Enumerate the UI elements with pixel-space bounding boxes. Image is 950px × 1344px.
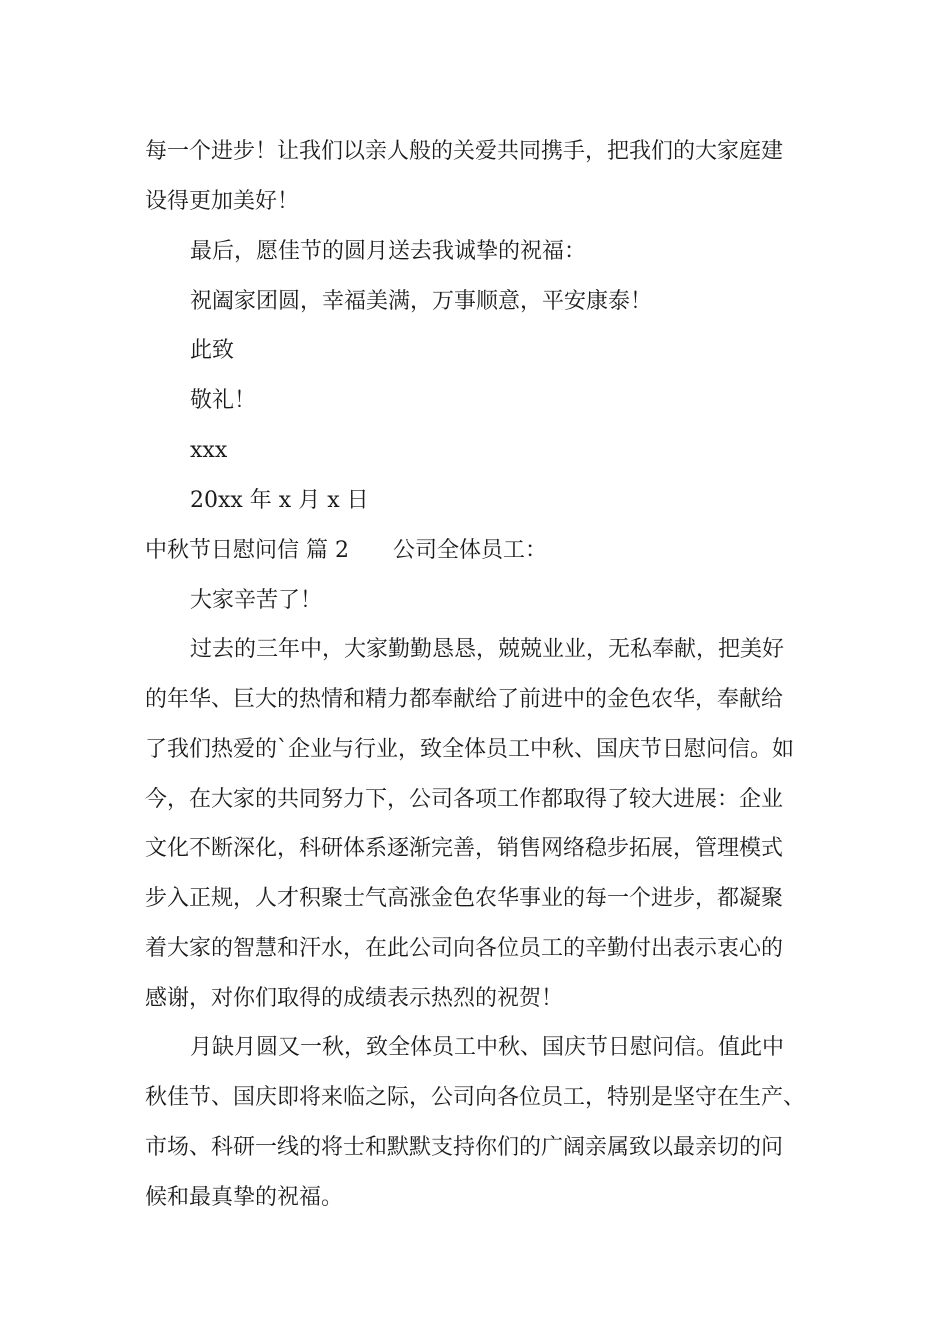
salutation-cizhi: 此致: [190, 338, 235, 363]
section2-title: 中秋节日慰问信 篇 2: [145, 538, 349, 563]
greeting: 大家辛苦了！: [190, 588, 323, 613]
wish-intro: 最后，愿佳节的圆月送去我诚挚的祝福：: [190, 239, 587, 264]
paragraph-b-line-4: 候和最真挚的祝福。: [145, 1185, 344, 1210]
paragraph-a-line-7: 着大家的智慧和汗水，在此公司向各位员工的辛勤付出表示衷心的: [145, 936, 784, 961]
paragraph-a-line-2: 的年华、巨大的热情和精力都奉献给了前进中的金色农华，奉献给: [145, 687, 784, 712]
paragraph-a-line-8: 感谢，对你们取得的成绩表示热烈的祝贺！: [145, 986, 564, 1011]
date-line: 20xx 年 x 月 x 日: [190, 488, 369, 513]
paragraph-a-line-1: 过去的三年中，大家勤勤恳恳，兢兢业业，无私奉献，把美好: [190, 637, 785, 662]
paragraph-b-line-1: 月缺月圆又一秋，致全体员工中秋、国庆节日慰问信。值此中: [190, 1035, 785, 1060]
paragraph-a-line-6: 步入正规，人才积聚士气高涨金色农华事业的每一个进步，都凝聚: [145, 886, 784, 911]
paragraph1-line-1: 每一个进步！让我们以亲人般的关爱共同携手，把我们的大家庭建: [145, 139, 784, 164]
paragraph-a-line-3: 了我们热爱的`企业与行业，致全体员工中秋、国庆节日慰问信。如: [145, 737, 795, 762]
section2-heading-line: [145, 537, 547, 565]
section2-addressee: 公司全体员工：: [392, 538, 547, 563]
paragraph1-line-2: 设得更加美好！: [145, 189, 300, 214]
paragraph-a-line-5: 文化不断深化，科研体系逐渐完善，销售网络稳步拓展，管理模式: [145, 836, 784, 861]
wish-text: 祝阖家团圆，幸福美满，万事顺意，平安康泰！: [190, 289, 653, 314]
signature: xxx: [190, 438, 228, 463]
paragraph-b-line-2: 秋佳节、国庆即将来临之际，公司向各位员工，特别是坚守在生产、: [145, 1085, 806, 1110]
paragraph-b-line-3: 市场、科研一线的将士和默默支持你们的广阔亲属致以最亲切的问: [145, 1135, 784, 1160]
paragraph-a-line-4: 今，在大家的共同努力下，公司各项工作都取得了较大进展：企业: [145, 787, 784, 812]
salutation-jingli: 敬礼！: [190, 388, 257, 413]
